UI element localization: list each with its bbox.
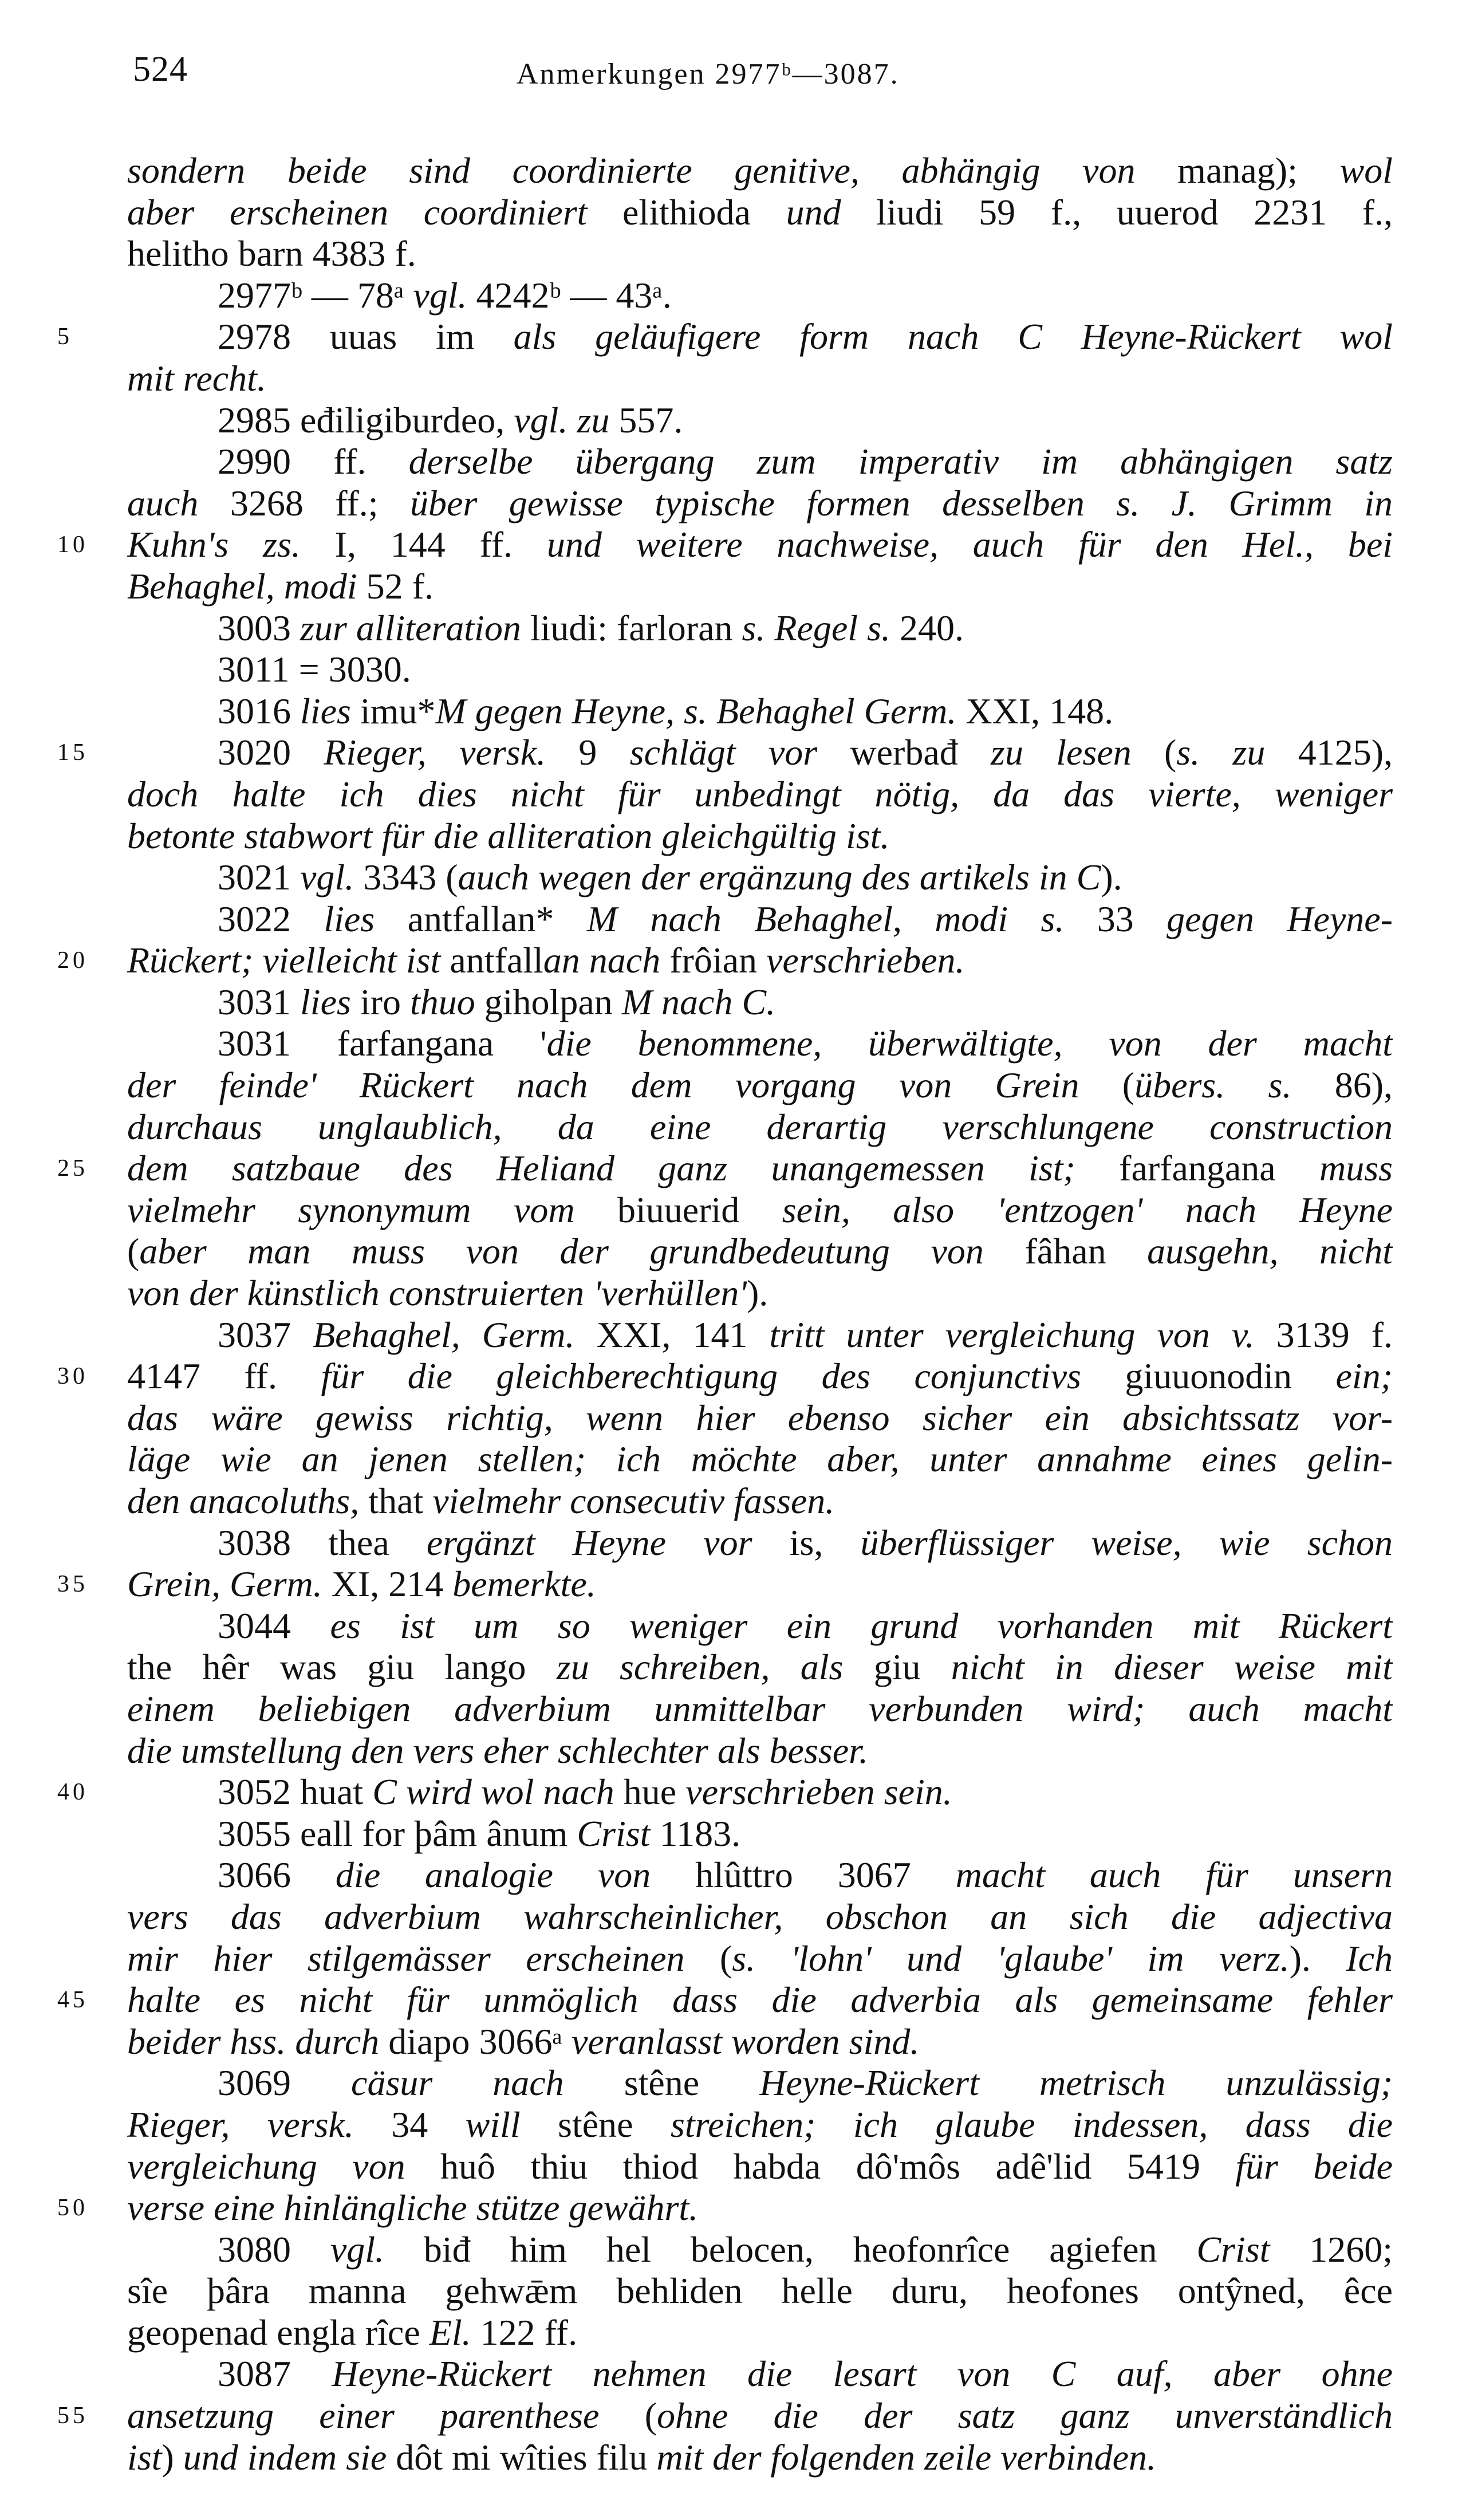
roman-segment: 1183. bbox=[659, 1813, 741, 1854]
roman-segment: 3268 ff.; bbox=[230, 482, 410, 523]
line-text bbox=[127, 2021, 1393, 2063]
roman-segment: 3037 bbox=[218, 1314, 313, 1355]
text-line bbox=[0, 1688, 1466, 1730]
italic-segment: sondern beide sind coordinierte genitive, abhängig von bbox=[127, 150, 1178, 191]
roman-segment: 3044 bbox=[218, 1605, 330, 1646]
italic-segment: Grein, Germ. bbox=[127, 1564, 332, 1605]
line-text bbox=[218, 2229, 1393, 2271]
roman-segment: geopenad engla rîce bbox=[127, 2312, 429, 2353]
roman-segment: werbađ bbox=[850, 732, 991, 773]
text-line bbox=[0, 2395, 1466, 2437]
text-line bbox=[0, 1190, 1466, 1231]
italic-segment: auch bbox=[127, 482, 230, 523]
text-line bbox=[0, 1938, 1466, 1980]
italic-segment: betonte stabwort für die alliteration gleichgültig ist. bbox=[127, 815, 890, 856]
italic-segment: mit der folgenden zeile verbinden. bbox=[656, 2436, 1157, 2478]
roman-segment: 52 f. bbox=[366, 565, 434, 607]
italic-segment: lies bbox=[300, 690, 360, 731]
roman-segment: giholpan bbox=[484, 981, 622, 1022]
line-number: 20 bbox=[57, 947, 88, 974]
italic-segment: s. Regel s. bbox=[742, 607, 900, 648]
italic-segment: M gegen Heyne, s. Behaghel Germ. bbox=[435, 690, 966, 731]
italic-segment: zu lesen bbox=[991, 732, 1164, 773]
text-line bbox=[0, 2146, 1466, 2188]
roman-segment: 3343 ( bbox=[363, 857, 458, 898]
roman-segment: XI, 214 bbox=[331, 1564, 453, 1605]
text-line bbox=[0, 233, 1466, 275]
text-line bbox=[0, 1148, 1466, 1190]
line-number: 40 bbox=[57, 1779, 88, 1806]
line-text bbox=[127, 233, 1393, 275]
line-text bbox=[127, 940, 1393, 982]
line-text bbox=[218, 1314, 1393, 1356]
text-line bbox=[0, 1647, 1466, 1688]
italic-segment: M nach Behaghel, modi s. bbox=[586, 898, 1097, 939]
italic-segment: Crist bbox=[577, 1813, 660, 1854]
italic-segment: doch halte ich dies nicht für unbedingt nötig, da das vierte, weniger bbox=[127, 773, 1393, 814]
text-line bbox=[0, 2437, 1466, 2479]
roman-segment: 3069 bbox=[218, 2062, 352, 2104]
italic-segment: beider hss. durch bbox=[127, 2021, 389, 2062]
text-line bbox=[0, 192, 1466, 234]
roman-segment: 3016 bbox=[218, 690, 300, 731]
text-line bbox=[0, 1439, 1466, 1480]
line-text bbox=[218, 1854, 1393, 1896]
roman-segment: 3087 bbox=[218, 2353, 332, 2395]
text-line bbox=[0, 441, 1466, 483]
roman-segment: antfall bbox=[450, 940, 543, 981]
text-line bbox=[0, 1730, 1466, 1772]
roman-segment: I, 144 ff. bbox=[334, 524, 547, 565]
roman-segment: imu* bbox=[360, 690, 436, 731]
text-line bbox=[0, 1605, 1466, 1647]
line-text bbox=[127, 192, 1393, 234]
italic-segment: s. zu bbox=[1176, 732, 1298, 773]
roman-segment: huô thiu thiod habda dô'môs adê'lid 5419 bbox=[440, 2145, 1236, 2187]
italic-segment: ein; bbox=[1335, 1356, 1393, 1397]
roman-segment: 122 ff. bbox=[480, 2312, 578, 2353]
italic-segment: lies bbox=[324, 898, 408, 939]
line-text bbox=[218, 1522, 1393, 1564]
italic-segment: vgl. zu bbox=[514, 399, 619, 440]
text-line bbox=[0, 1065, 1466, 1107]
roman-segment: farfangana bbox=[1119, 1148, 1319, 1189]
italic-segment: vielmehr consecutiv fassen. bbox=[432, 1480, 835, 1521]
line-number: 25 bbox=[57, 1155, 88, 1182]
text-line bbox=[0, 1397, 1466, 1439]
line-text bbox=[127, 1273, 1393, 1314]
italic-segment: derselbe übergang zum imperativ im abhängigen satz bbox=[408, 441, 1393, 482]
italic-segment: es ist um so weniger ein grund vorhanden mit Rückert bbox=[330, 1605, 1393, 1646]
roman-segment: 2978 uuas im bbox=[218, 316, 514, 357]
italic-segment: vers das adverbium wahrscheinlicher, obschon an sich die adjectiva bbox=[127, 1896, 1393, 1937]
line-text bbox=[218, 1771, 1393, 1813]
roman-segment: XXI, 141 bbox=[596, 1314, 770, 1355]
text-line bbox=[0, 1107, 1466, 1148]
text-line bbox=[0, 1480, 1466, 1522]
italic-segment: zur alliteration bbox=[300, 607, 530, 648]
italic-segment: läge wie an jenen stellen; ich möchte aber, unter annahme eines gelin- bbox=[127, 1439, 1393, 1480]
text-line bbox=[0, 608, 1466, 649]
italic-segment: schlägt vor bbox=[629, 732, 850, 773]
line-text bbox=[127, 358, 1393, 400]
text-line bbox=[0, 649, 1466, 691]
roman-segment: 33 bbox=[1097, 898, 1167, 939]
roman-segment: giu bbox=[873, 1647, 951, 1688]
roman-segment: dôt mi wîties filu bbox=[396, 2436, 657, 2478]
roman-segment: 3066 bbox=[218, 1854, 336, 1896]
text-line bbox=[0, 2021, 1466, 2063]
line-text bbox=[127, 2437, 1393, 2479]
text-line bbox=[0, 1771, 1466, 1813]
text-line bbox=[0, 2353, 1466, 2395]
text-line bbox=[0, 1813, 1466, 1855]
line-number: 55 bbox=[57, 2403, 88, 2430]
line-text bbox=[218, 2062, 1393, 2104]
roman-segment: 3052 huat bbox=[218, 1771, 373, 1813]
italic-segment: cäsur nach bbox=[351, 2062, 624, 2104]
roman-segment: 240. bbox=[899, 607, 964, 648]
roman-segment: elithioda bbox=[622, 191, 786, 233]
italic-segment: Heyne-Rückert metrisch unzulässig; bbox=[759, 2062, 1393, 2104]
roman-segment: giuuonodin bbox=[1125, 1356, 1336, 1397]
roman-segment: 557. bbox=[618, 399, 683, 440]
italic-segment: für beide bbox=[1235, 2145, 1393, 2187]
line-text bbox=[218, 608, 1393, 649]
line-text bbox=[127, 566, 1393, 608]
text-line bbox=[0, 1273, 1466, 1314]
line-text bbox=[127, 1439, 1393, 1480]
italic-segment: die analogie von bbox=[335, 1854, 696, 1896]
roman-segment: 4242ᵇ — 43ᵃ. bbox=[476, 274, 672, 316]
italic-segment: übers. s. bbox=[1134, 1065, 1335, 1106]
italic-segment: nicht in dieser weise mit bbox=[951, 1647, 1393, 1688]
italic-segment: streichen; ich glaube indessen, dass die bbox=[670, 2104, 1393, 2145]
italic-segment: ohne die der satz ganz unverständlich bbox=[657, 2395, 1393, 2436]
text-line bbox=[0, 1979, 1466, 2021]
italic-segment: und bbox=[786, 191, 877, 233]
italic-segment: sein, also 'entzogen' nach Heyne bbox=[782, 1189, 1393, 1230]
italic-segment: vergleichung von bbox=[127, 2145, 441, 2187]
italic-segment: C wird wol nach bbox=[372, 1771, 624, 1813]
page-header bbox=[133, 49, 1393, 101]
roman-segment: 3021 bbox=[218, 857, 300, 898]
line-text bbox=[127, 2146, 1393, 2188]
italic-segment: s. 'lohn' und 'glaube' im verz. bbox=[732, 1938, 1290, 1979]
line-number: 35 bbox=[57, 1571, 88, 1598]
line-text bbox=[218, 649, 1393, 691]
roman-segment: that bbox=[368, 1480, 433, 1521]
roman-segment: iro bbox=[360, 981, 410, 1022]
roman-segment: fâhan bbox=[1024, 1231, 1148, 1272]
line-text bbox=[127, 1231, 1393, 1273]
line-text bbox=[127, 1979, 1393, 2021]
line-text bbox=[218, 400, 1393, 442]
italic-segment: mit recht. bbox=[127, 357, 266, 399]
italic-segment: über gewisse typische formen desselben s. J. Grimm in bbox=[409, 482, 1393, 523]
text-line bbox=[0, 1896, 1466, 1938]
italic-segment: will bbox=[465, 2104, 558, 2145]
roman-segment: antfallan* bbox=[407, 898, 587, 939]
line-text bbox=[127, 774, 1393, 816]
roman-segment: XXI, 148. bbox=[965, 690, 1114, 731]
text-line bbox=[0, 316, 1466, 358]
text-line bbox=[0, 940, 1466, 982]
text-line bbox=[0, 816, 1466, 857]
italic-segment: die benommene, überwältigte, von der macht bbox=[546, 1023, 1393, 1064]
text-line bbox=[0, 483, 1466, 525]
line-text bbox=[218, 732, 1393, 774]
italic-segment: dem satzbaue des Heliand ganz unangemessen ist; bbox=[127, 1148, 1120, 1189]
roman-segment: biuuerid bbox=[617, 1189, 782, 1230]
roman-segment: stêne bbox=[624, 2062, 760, 2104]
roman-segment: ( bbox=[1122, 1065, 1135, 1106]
italic-segment: verse eine hinlängliche stütze gewährt. bbox=[127, 2187, 699, 2228]
italic-segment: das wäre gewiss richtig, wenn hier ebenso sicher ein absichtssatz vor- bbox=[127, 1397, 1393, 1438]
italic-segment: die umstellung den vers eher schlechter als besser. bbox=[127, 1730, 868, 1771]
running-title: Anmerkungen 2977ᵇ—3087. bbox=[517, 58, 900, 90]
roman-segment: 2985 eđiligiburdeo, bbox=[218, 399, 514, 440]
italic-segment: vgl. bbox=[300, 857, 364, 898]
line-text bbox=[218, 982, 1393, 1023]
italic-segment: von der künstlich construierten 'verhüllen' bbox=[127, 1273, 747, 1314]
italic-segment: wol bbox=[1339, 150, 1393, 191]
line-text bbox=[127, 1688, 1393, 1730]
italic-segment: ergänzt Heyne vor bbox=[426, 1522, 790, 1563]
roman-segment: 3139 f. bbox=[1276, 1314, 1393, 1355]
annotation-body bbox=[0, 150, 1466, 2478]
italic-segment: mir hier stilgemässer erscheinen bbox=[127, 1938, 720, 1979]
text-line bbox=[0, 1314, 1466, 1356]
italic-segment: aber man muss von der grundbedeutung von bbox=[139, 1231, 1025, 1272]
text-line bbox=[0, 524, 1466, 566]
text-line bbox=[0, 982, 1466, 1023]
roman-segment: liudi 59 f., uuerod 2231 f., bbox=[876, 191, 1393, 233]
italic-segment: ist bbox=[127, 2436, 162, 2478]
italic-segment: vgl. bbox=[413, 274, 476, 316]
roman-segment: frôian bbox=[669, 940, 766, 981]
italic-segment: einem beliebigen adverbium unmittelbar verbunden wird; auch macht bbox=[127, 1688, 1393, 1729]
italic-segment: Rückert; vielleicht ist bbox=[127, 940, 450, 981]
italic-segment: macht auch für unsern bbox=[955, 1854, 1393, 1896]
text-line bbox=[0, 2187, 1466, 2229]
roman-segment: 3020 bbox=[218, 732, 324, 773]
line-text bbox=[127, 1480, 1393, 1522]
italic-segment: verschrieben. bbox=[766, 940, 965, 981]
italic-segment: Rieger, versk. bbox=[324, 732, 579, 773]
text-line bbox=[0, 691, 1466, 733]
italic-segment: vielmehr synonymum vom bbox=[127, 1189, 618, 1230]
italic-segment: Behaghel, modi bbox=[127, 565, 366, 607]
italic-segment: Kuhn's zs. bbox=[127, 524, 335, 565]
line-text bbox=[218, 2353, 1393, 2395]
italic-segment: durchaus unglaublich, da eine derartig verschlungene construction bbox=[127, 1106, 1393, 1147]
roman-segment: 1260; bbox=[1309, 2228, 1393, 2270]
line-text bbox=[127, 1107, 1393, 1148]
roman-segment: diapo 3066ᵃ bbox=[388, 2021, 572, 2062]
italic-segment: für die gleichberechtigung des conjunctivs bbox=[321, 1356, 1125, 1397]
italic-segment: den anacoluths, bbox=[127, 1480, 369, 1521]
italic-segment: Behaghel, Germ. bbox=[313, 1314, 597, 1355]
line-text bbox=[127, 2270, 1393, 2312]
roman-segment: ( bbox=[719, 1938, 732, 1979]
text-line bbox=[0, 566, 1466, 608]
text-line bbox=[0, 2104, 1466, 2146]
roman-segment: ) bbox=[161, 2436, 183, 2478]
roman-segment: 4125), bbox=[1298, 732, 1393, 773]
roman-segment: liudi: farloran bbox=[530, 607, 742, 648]
line-number: 5 bbox=[57, 324, 73, 351]
line-text bbox=[127, 1397, 1393, 1439]
roman-segment: 3038 thea bbox=[218, 1522, 427, 1563]
line-text bbox=[218, 899, 1393, 940]
roman-segment: 86), bbox=[1334, 1065, 1393, 1106]
roman-segment: 34 bbox=[391, 2104, 466, 2145]
italic-segment: als geläufigere form nach C Heyne-Rückert wol bbox=[513, 316, 1393, 357]
italic-segment: thuo bbox=[409, 981, 484, 1022]
italic-segment: lies bbox=[300, 981, 360, 1022]
roman-segment: helitho barn 4383 f. bbox=[127, 233, 416, 274]
page-number: 524 bbox=[133, 50, 188, 89]
italic-segment: vgl. bbox=[330, 2228, 424, 2270]
line-text bbox=[127, 524, 1393, 566]
roman-segment: 3031 farfangana ' bbox=[218, 1023, 547, 1064]
roman-segment: biđ him hel belocen, heofonrîce agiefen bbox=[423, 2228, 1197, 2270]
italic-segment: bemerkte. bbox=[452, 1564, 596, 1605]
roman-segment: 3055 eall for þâm ânum bbox=[218, 1813, 577, 1854]
roman-segment: ( bbox=[1164, 732, 1177, 773]
text-line bbox=[0, 899, 1466, 940]
line-text bbox=[127, 1564, 1393, 1605]
roman-segment: 4147 ff. bbox=[127, 1356, 321, 1397]
roman-segment: hue bbox=[623, 1771, 686, 1813]
text-line bbox=[0, 2270, 1466, 2312]
italic-segment: muss bbox=[1319, 1148, 1393, 1189]
text-line bbox=[0, 732, 1466, 774]
italic-segment: tritt unter vergleichung von v. bbox=[769, 1314, 1276, 1355]
italic-segment: Crist bbox=[1196, 2228, 1310, 2270]
line-text bbox=[127, 2312, 1393, 2354]
line-number: 10 bbox=[57, 531, 88, 558]
roman-segment: 2990 ff. bbox=[218, 441, 409, 482]
italic-segment: veranlasst worden sind. bbox=[571, 2021, 920, 2062]
italic-segment: verschrieben sein. bbox=[685, 1771, 952, 1813]
line-text bbox=[218, 691, 1393, 733]
line-text bbox=[127, 1730, 1393, 1772]
italic-segment: M nach C. bbox=[621, 981, 776, 1022]
roman-segment: ). bbox=[1101, 857, 1122, 898]
roman-segment: ( bbox=[127, 1231, 140, 1272]
line-text bbox=[127, 483, 1393, 525]
italic-segment: aber erscheinen coordiniert bbox=[127, 191, 622, 233]
roman-segment: stêne bbox=[558, 2104, 671, 2145]
line-number: 30 bbox=[57, 1363, 88, 1390]
roman-segment: ). bbox=[746, 1273, 769, 1314]
line-text bbox=[127, 1190, 1393, 1231]
line-text bbox=[218, 1023, 1393, 1065]
line-text bbox=[127, 1356, 1393, 1397]
text-line bbox=[0, 1522, 1466, 1564]
roman-segment: manag); bbox=[1177, 150, 1340, 191]
line-text bbox=[127, 1065, 1393, 1107]
italic-segment: gegen Heyne- bbox=[1167, 898, 1393, 939]
italic-segment: halte es nicht für unmöglich dass die adverbia als gemeinsame fehler bbox=[127, 1979, 1393, 2021]
text-line bbox=[0, 857, 1466, 899]
italic-segment: an nach bbox=[543, 940, 670, 981]
text-line bbox=[0, 150, 1466, 192]
roman-segment: 3011 = 3030. bbox=[218, 649, 411, 690]
line-text bbox=[127, 816, 1393, 857]
text-line bbox=[0, 2229, 1466, 2271]
italic-segment: und indem sie bbox=[183, 2436, 396, 2478]
roman-segment: 3080 bbox=[218, 2228, 330, 2270]
roman-segment: 3022 bbox=[218, 898, 324, 939]
roman-segment: 3003 bbox=[218, 607, 300, 648]
text-line bbox=[0, 1231, 1466, 1273]
line-number: 45 bbox=[57, 1987, 88, 2014]
roman-segment: hlûttro 3067 bbox=[695, 1854, 956, 1896]
italic-segment: zu schreiben, als bbox=[556, 1647, 874, 1688]
line-text bbox=[127, 150, 1393, 192]
roman-segment: is, bbox=[789, 1522, 861, 1563]
text-line bbox=[0, 1564, 1466, 1605]
roman-segment: 9 bbox=[578, 732, 630, 773]
line-number: 15 bbox=[57, 739, 88, 766]
roman-segment: ( bbox=[644, 2395, 657, 2436]
text-line bbox=[0, 2312, 1466, 2354]
text-line bbox=[0, 1356, 1466, 1397]
text-line bbox=[0, 275, 1466, 317]
line-text bbox=[218, 441, 1393, 483]
line-text bbox=[218, 857, 1393, 899]
italic-segment: ansetzung einer parenthese bbox=[127, 2395, 645, 2436]
text-line bbox=[0, 400, 1466, 442]
italic-segment: der feinde' Rückert nach dem vorgang von Grein bbox=[127, 1065, 1122, 1106]
text-line bbox=[0, 2062, 1466, 2104]
italic-segment: El. bbox=[429, 2312, 480, 2353]
italic-segment: Ich bbox=[1346, 1938, 1393, 1979]
text-line bbox=[0, 774, 1466, 816]
italic-segment: ausgehn, nicht bbox=[1147, 1231, 1393, 1272]
line-text bbox=[127, 1647, 1393, 1688]
roman-segment: 3031 bbox=[218, 981, 300, 1022]
line-text bbox=[127, 1148, 1393, 1190]
roman-segment: sîe þâra manna gehwǣm behliden helle duru, heofones ontŷned, êce bbox=[127, 2270, 1393, 2312]
text-line bbox=[0, 1854, 1466, 1896]
roman-segment: ). bbox=[1289, 1938, 1346, 1979]
line-text bbox=[127, 2395, 1393, 2437]
italic-segment: überflüssiger weise, wie schon bbox=[860, 1522, 1393, 1563]
text-line bbox=[0, 1023, 1466, 1065]
line-text bbox=[127, 1896, 1393, 1938]
line-text bbox=[218, 316, 1393, 358]
line-number: 50 bbox=[57, 2195, 88, 2222]
line-text bbox=[127, 1938, 1393, 1980]
line-text bbox=[127, 2104, 1393, 2146]
italic-segment: Rieger, versk. bbox=[127, 2104, 392, 2145]
roman-segment: the hêr was giu lango bbox=[127, 1647, 557, 1688]
line-text bbox=[218, 1605, 1393, 1647]
line-text bbox=[218, 275, 1393, 317]
italic-segment: auch wegen der ergänzung des artikels in C bbox=[458, 857, 1101, 898]
italic-segment: Heyne-Rückert nehmen die lesart von C auf, aber ohne bbox=[332, 2353, 1393, 2395]
text-line bbox=[0, 358, 1466, 400]
roman-segment: 2977ᵇ — 78ᵃ bbox=[218, 274, 413, 316]
line-text bbox=[127, 2187, 1393, 2229]
italic-segment: und weitere nachweise, auch für den Hel., bei bbox=[546, 524, 1393, 565]
line-text bbox=[218, 1813, 1393, 1855]
